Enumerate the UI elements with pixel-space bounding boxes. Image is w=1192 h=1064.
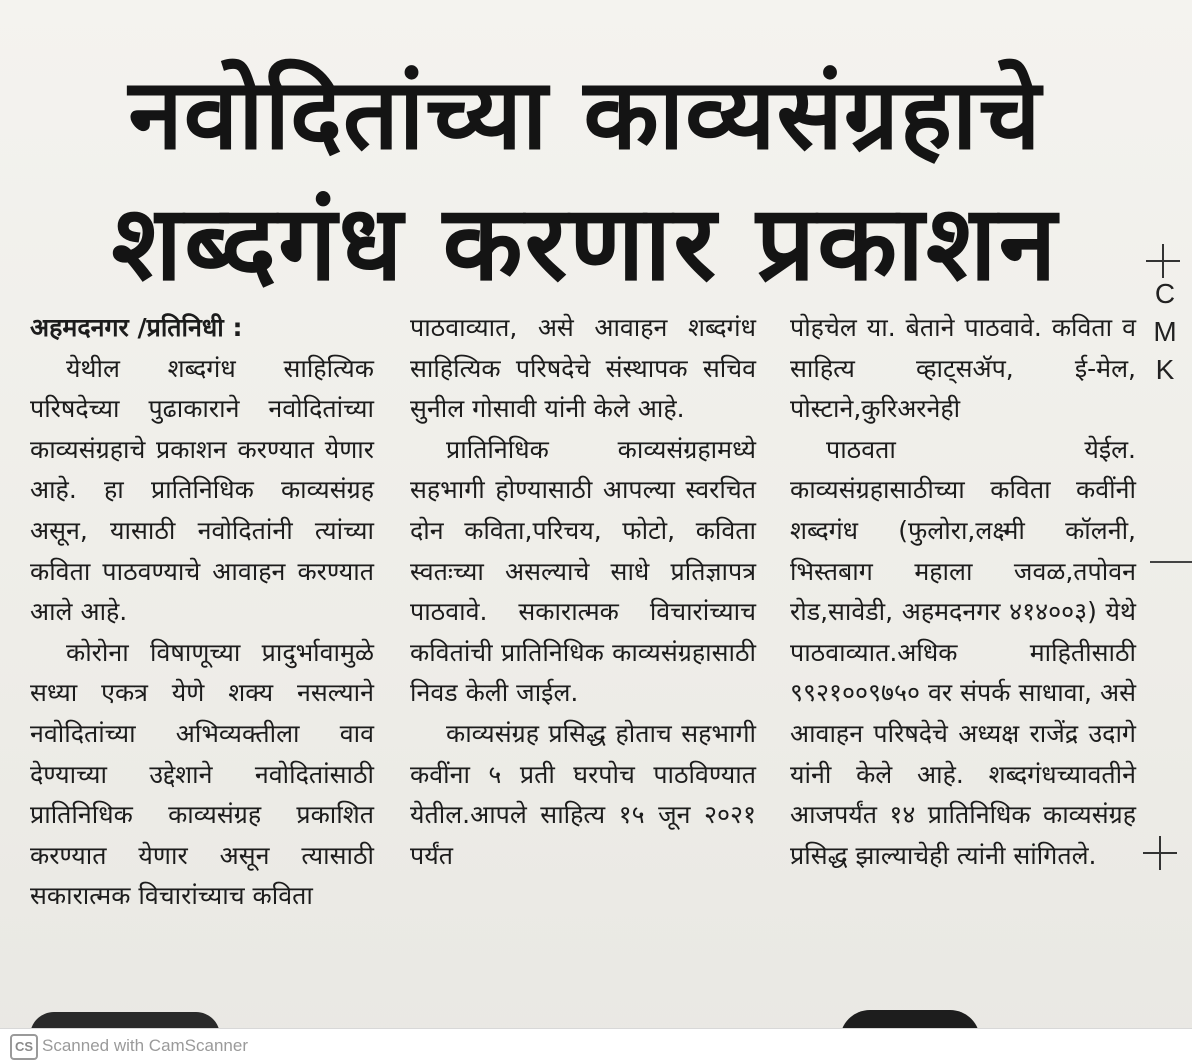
cmk-m: M: [1153, 316, 1177, 347]
article-column-2: [410, 308, 756, 876]
article-body: [30, 308, 1140, 1008]
headline: [40, 51, 1130, 307]
paragraph: पोहचेल या. बेताने पाठवावे. कविता व साहित्य व्हाट्सॲप, ई-मेल, पोस्टाने,कुरिअरनेही: [790, 313, 1136, 424]
article-column-1: [30, 308, 374, 917]
headline-line-2: शब्दगंध करणार प्रकाशन: [111, 182, 1059, 305]
paragraph: कोरोना विषाणूच्या प्रादुर्भावामुळे सध्या एकत्र येणे शक्य नसल्याने नवोदितांच्या अभिव्यक्तीला वाव देण्याच्या उद्देशाने नवोदितांसाठी प्रातिनिधिक काव्यसंग्रह प्रकाशित करण्यात येणार असून त्यासाठी सकारात्मक विचारांच्याच कविता: [30, 637, 374, 911]
paragraph: पाठवता येईल. काव्यसंग्रहासाठीच्या कविता कवींनी शब्दगंध (फुलोरा,लक्ष्मी कॉलनी, भिस्तबाग महाला जवळ,तपोवन रोड,सावेडी, अहमदनगर ४१४००३) येथे पाठवाव्यात.अधिक माहितीसाठी ९९२१००९७५० वर संपर्क साधावा, असे आवाहन परिषदेचे अध्यक्ष राजेंद्र उदागे यांनी केले आहे. शब्दगंधच्यावतीने आजपर्यंत १४ प्रातिनिधिक काव्यसंग्रह प्रसिद्ध झाल्याचेही त्यांनी सांगितले.: [790, 434, 1136, 870]
cmk-c: C: [1154, 278, 1176, 309]
paragraph: येथील शब्दगंध साहित्यिक परिषदेच्या पुढाकाराने नवोदितांच्या काव्यसंग्रहाचे प्रकाशन करण्यात येणार आहे. हा प्रातिनिधिक काव्यसंग्रह असून, यासाठी नवोदितांनी त्यांच्या कविता पाठवण्याचे आवाहन करण्यात आले आहे.: [30, 353, 374, 627]
article-column-3: [790, 308, 1136, 876]
registration-cross-icon: [1143, 836, 1177, 870]
margin-rule: [1150, 561, 1192, 563]
scanner-watermark-text: Scanned with CamScanner: [42, 1036, 249, 1055]
registration-cross-icon: [1146, 244, 1180, 278]
cmk-k: K: [1155, 354, 1175, 385]
headline-line-1: नवोदितांच्या काव्यसंग्रहाचे: [128, 58, 1042, 173]
paragraph: प्रातिनिधिक काव्यसंग्रहामध्ये सहभागी होण्यासाठी आपल्या स्वरचित दोन कविता,परिचय, फोटो, कविता स्वतःच्या असल्याचे साधे प्रतिज्ञापत्र पाठवावे. सकारात्मक विचारांच्याच कवितांची प्रातिनिधिक काव्यसंग्रहासाठी निवड केली जाईल.: [410, 434, 756, 708]
camscanner-logo-icon: CS: [10, 1034, 38, 1060]
paragraph: काव्यसंग्रह प्रसिद्ध होताच सहभागी कवींना ५ प्रती घरपोच पाठविण्यात येतील.आपले साहित्य १५ जून २०२१ पर्यंत: [410, 718, 756, 870]
dateline: अहमदनगर /प्रतिनिधी :: [30, 313, 243, 342]
paragraph: पाठवाव्यात, असे आवाहन शब्दगंध साहित्यिक परिषदेचे संस्थापक सचिव सुनील गोसावी यांनी केले आहे.: [410, 313, 756, 424]
left-edge-fragments: [0, 300, 20, 1000]
